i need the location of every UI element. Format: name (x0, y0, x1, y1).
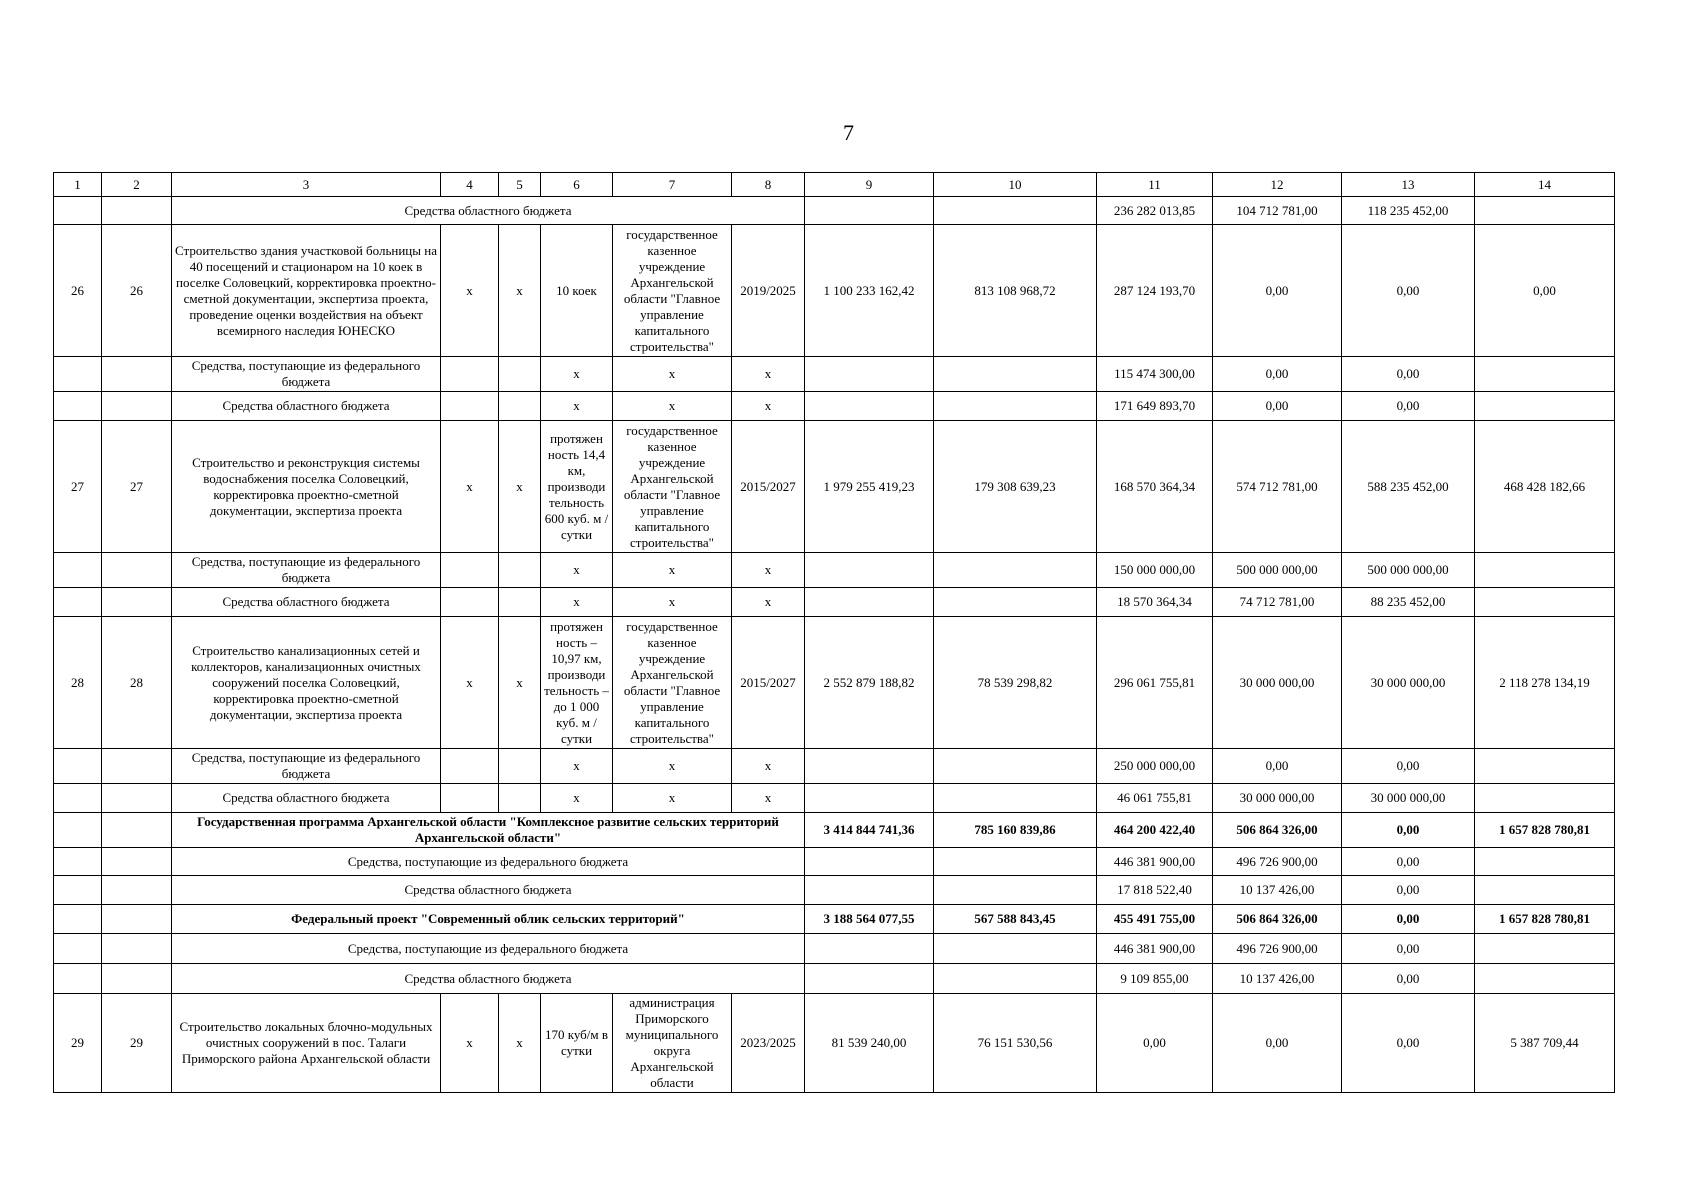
period-cell: 2023/2025 (732, 994, 805, 1093)
row-number: 26 (102, 225, 172, 357)
amount-cell: 2 118 278 134,19 (1475, 617, 1615, 749)
cell-empty (54, 784, 102, 813)
amount-cell: 30 000 000,00 (1213, 617, 1342, 749)
cell-empty (102, 553, 172, 588)
cell-empty (102, 197, 172, 225)
cell-empty (54, 964, 102, 994)
column-number: 14 (1475, 173, 1615, 197)
amount-cell: 168 570 364,34 (1097, 421, 1213, 553)
cell-mark: x (732, 357, 805, 392)
column-number: 8 (732, 173, 805, 197)
amount-cell: 296 061 755,81 (1097, 617, 1213, 749)
cell-empty (934, 749, 1097, 784)
amount-cell: 0,00 (1342, 392, 1475, 421)
cell-empty (934, 848, 1097, 876)
amount-cell: 0,00 (1213, 225, 1342, 357)
amount-cell: 496 726 900,00 (1213, 934, 1342, 964)
program-total-row (54, 813, 1615, 848)
amount-cell: 0,00 (1342, 905, 1475, 934)
amount-cell: 0,00 (1342, 876, 1475, 905)
amount-cell (1475, 848, 1615, 876)
funding-source-label: Средства, поступающие из федерального бюджета (172, 934, 805, 964)
project-funding-row (54, 749, 1615, 784)
cell-empty (805, 749, 934, 784)
cell-mark: x (441, 225, 499, 357)
customer-cell: государственное казенное учреждение Архангельской области "Главное управление капитального строительства" (613, 421, 732, 553)
amount-cell: 0,00 (1213, 357, 1342, 392)
amount-cell: 0,00 (1475, 225, 1615, 357)
row-number: 28 (54, 617, 102, 749)
cell-empty (441, 749, 499, 784)
period-cell: 2015/2027 (732, 421, 805, 553)
amount-cell: 468 428 182,66 (1475, 421, 1615, 553)
cell-empty (102, 876, 172, 905)
amount-cell: 250 000 000,00 (1097, 749, 1213, 784)
amount-cell: 46 061 755,81 (1097, 784, 1213, 813)
amount-cell: 0,00 (1213, 392, 1342, 421)
amount-cell: 0,00 (1213, 749, 1342, 784)
cell-mark: x (541, 749, 613, 784)
cell-mark: x (441, 617, 499, 749)
cell-empty (102, 392, 172, 421)
amount-cell: 76 151 530,56 (934, 994, 1097, 1093)
cell-mark: x (499, 225, 541, 357)
project-description: Строительство канализационных сетей и коллекторов, канализационных очистных сооружений поселка Соловецкий, корректировка проектно-сметной документации, экспертиза проекта (172, 617, 441, 749)
cell-empty (1475, 588, 1615, 617)
amount-cell (1475, 197, 1615, 225)
funding-source-label: Средства, поступающие из федерального бюджета (172, 553, 441, 588)
program-title: Государственная программа Архангельской области "Комплексное развитие сельских территорий Архангельской области" (172, 813, 805, 848)
amount-cell: 0,00 (1342, 813, 1475, 848)
cell-empty (934, 964, 1097, 994)
cell-empty (805, 784, 934, 813)
cell-mark: x (541, 588, 613, 617)
amount-cell: 171 649 893,70 (1097, 392, 1213, 421)
amount-cell: 0,00 (1342, 848, 1475, 876)
amount-cell (1475, 934, 1615, 964)
amount-cell: 500 000 000,00 (1213, 553, 1342, 588)
amount-cell: 2 552 879 188,82 (805, 617, 934, 749)
funding-source-label: Средства областного бюджета (172, 876, 805, 905)
cell-empty (441, 553, 499, 588)
cell-mark: x (541, 784, 613, 813)
amount-cell: 446 381 900,00 (1097, 848, 1213, 876)
cell-empty (805, 553, 934, 588)
cell-empty (499, 749, 541, 784)
program-total-row (54, 905, 1615, 934)
row-number: 29 (54, 994, 102, 1093)
cell-mark: x (541, 553, 613, 588)
page-number: 7 (843, 120, 854, 145)
amount-cell: 446 381 900,00 (1097, 934, 1213, 964)
cell-empty (102, 905, 172, 934)
cell-empty (54, 588, 102, 617)
project-funding-row (54, 784, 1615, 813)
cell-mark: x (613, 357, 732, 392)
amount-cell: 150 000 000,00 (1097, 553, 1213, 588)
amount-cell: 0,00 (1342, 225, 1475, 357)
cell-empty (934, 197, 1097, 225)
column-number: 5 (499, 173, 541, 197)
project-funding-row (54, 357, 1615, 392)
funding-source-label: Средства областного бюджета (172, 588, 441, 617)
funding-source-label: Средства, поступающие из федерального бюджета (172, 357, 441, 392)
amount-cell: 18 570 364,34 (1097, 588, 1213, 617)
amount-cell: 9 109 855,00 (1097, 964, 1213, 994)
cell-empty (805, 588, 934, 617)
cell-mark: x (613, 784, 732, 813)
cell-empty (499, 588, 541, 617)
cell-empty (805, 392, 934, 421)
cell-mark: x (541, 357, 613, 392)
column-number: 6 (541, 173, 613, 197)
period-cell: 2019/2025 (732, 225, 805, 357)
column-number: 4 (441, 173, 499, 197)
cell-empty (934, 553, 1097, 588)
cell-empty (102, 848, 172, 876)
amount-cell: 464 200 422,40 (1097, 813, 1213, 848)
amount-cell: 574 712 781,00 (1213, 421, 1342, 553)
funding-source-label: Средства, поступающие из федерального бюджета (172, 848, 805, 876)
cell-empty (54, 749, 102, 784)
cell-empty (102, 784, 172, 813)
column-number: 9 (805, 173, 934, 197)
funding-source-row (54, 934, 1615, 964)
amount-cell: 10 137 426,00 (1213, 876, 1342, 905)
amount-cell: 1 979 255 419,23 (805, 421, 934, 553)
amount-cell: 5 387 709,44 (1475, 994, 1615, 1093)
cell-mark: x (732, 392, 805, 421)
row-number: 29 (102, 994, 172, 1093)
cell-empty (102, 964, 172, 994)
cell-empty (102, 749, 172, 784)
cell-empty (102, 813, 172, 848)
column-number: 11 (1097, 173, 1213, 197)
amount-cell: 0,00 (1342, 994, 1475, 1093)
amount-cell: 74 712 781,00 (1213, 588, 1342, 617)
cell-empty (934, 357, 1097, 392)
cell-empty (499, 784, 541, 813)
amount-cell: 30 000 000,00 (1342, 617, 1475, 749)
amount-cell: 30 000 000,00 (1342, 784, 1475, 813)
program-title: Федеральный проект "Современный облик сельских территорий" (172, 905, 805, 934)
cell-empty (1475, 357, 1615, 392)
funding-source-row (54, 197, 1615, 225)
amount-cell: 0,00 (1342, 934, 1475, 964)
capacity-cell: протяжен ность 14,4 км, производи тельность 600 куб. м / сутки (541, 421, 613, 553)
amount-cell: 10 137 426,00 (1213, 964, 1342, 994)
project-row (54, 617, 1615, 749)
cell-mark: x (732, 588, 805, 617)
amount-cell: 17 818 522,40 (1097, 876, 1213, 905)
amount-cell: 3 414 844 741,36 (805, 813, 934, 848)
project-funding-row (54, 588, 1615, 617)
capacity-cell: 170 куб/м в сутки (541, 994, 613, 1093)
cell-empty (805, 964, 934, 994)
cell-empty (441, 392, 499, 421)
cell-empty (54, 905, 102, 934)
cell-empty (805, 876, 934, 905)
cell-empty (805, 197, 934, 225)
amount-cell: 567 588 843,45 (934, 905, 1097, 934)
row-number: 28 (102, 617, 172, 749)
amount-cell (1475, 876, 1615, 905)
column-number: 3 (172, 173, 441, 197)
column-number: 7 (613, 173, 732, 197)
cell-empty (499, 392, 541, 421)
project-description: Строительство здания участковой больницы на 40 посещений и стационаром на 10 коек в поселке Соловецкий, корректировка проектно-сметной документации, экспертиза проекта, проведение оценки воздействия на объект всемирного наследия ЮНЕСКО (172, 225, 441, 357)
capacity-cell: 10 коек (541, 225, 613, 357)
cell-empty (1475, 553, 1615, 588)
cell-empty (54, 934, 102, 964)
column-number: 2 (102, 173, 172, 197)
amount-cell: 1 657 828 780,81 (1475, 813, 1615, 848)
project-row (54, 994, 1615, 1093)
amount-cell: 287 124 193,70 (1097, 225, 1213, 357)
cell-mark: x (441, 994, 499, 1093)
amount-cell: 0,00 (1342, 749, 1475, 784)
project-description: Строительство и реконструкция системы водоснабжения поселка Соловецкий, корректировка проектно-сметной документации, экспертиза проекта (172, 421, 441, 553)
cell-empty (54, 813, 102, 848)
cell-mark: x (732, 784, 805, 813)
amount-cell: 496 726 900,00 (1213, 848, 1342, 876)
project-description: Строительство локальных блочно-модульных очистных сооружений в пос. Талаги Приморского района Архангельской области (172, 994, 441, 1093)
project-row (54, 225, 1615, 357)
customer-cell: государственное казенное учреждение Архангельской области "Главное управление капитального строительства" (613, 225, 732, 357)
cell-mark: x (613, 588, 732, 617)
cell-empty (54, 876, 102, 905)
cell-empty (499, 357, 541, 392)
cell-mark: x (732, 553, 805, 588)
cell-mark: x (613, 553, 732, 588)
cell-empty (934, 588, 1097, 617)
cell-empty (54, 197, 102, 225)
column-number: 10 (934, 173, 1097, 197)
row-number: 27 (102, 421, 172, 553)
funding-source-row (54, 964, 1615, 994)
cell-mark: x (499, 421, 541, 553)
customer-cell: государственное казенное учреждение Архангельской области "Главное управление капитального строительства" (613, 617, 732, 749)
amount-cell: 3 188 564 077,55 (805, 905, 934, 934)
amount-cell: 506 864 326,00 (1213, 905, 1342, 934)
funding-source-label: Средства областного бюджета (172, 392, 441, 421)
cell-empty (1475, 392, 1615, 421)
amount-cell: 115 474 300,00 (1097, 357, 1213, 392)
cell-empty (934, 876, 1097, 905)
capacity-cell: протяжен ность – 10,97 км, производи тельность – до 1 000 куб. м / сутки (541, 617, 613, 749)
cell-empty (102, 934, 172, 964)
cell-empty (441, 588, 499, 617)
cell-mark: x (441, 421, 499, 553)
cell-empty (54, 848, 102, 876)
cell-empty (102, 357, 172, 392)
amount-cell: 78 539 298,82 (934, 617, 1097, 749)
amount-cell: 813 108 968,72 (934, 225, 1097, 357)
amount-cell: 455 491 755,00 (1097, 905, 1213, 934)
column-numbers-row (54, 173, 1615, 197)
cell-empty (54, 357, 102, 392)
row-number: 27 (54, 421, 102, 553)
cell-mark: x (732, 749, 805, 784)
project-row (54, 421, 1615, 553)
amount-cell: 1 100 233 162,42 (805, 225, 934, 357)
funding-source-row (54, 876, 1615, 905)
cell-empty (805, 357, 934, 392)
amount-cell: 506 864 326,00 (1213, 813, 1342, 848)
amount-cell: 1 657 828 780,81 (1475, 905, 1615, 934)
cell-empty (1475, 749, 1615, 784)
amount-cell: 81 539 240,00 (805, 994, 934, 1093)
amount-cell: 0,00 (1213, 994, 1342, 1093)
amount-cell: 500 000 000,00 (1342, 553, 1475, 588)
funding-source-label: Средства областного бюджета (172, 197, 805, 225)
cell-empty (805, 934, 934, 964)
funding-source-row (54, 848, 1615, 876)
cell-empty (499, 553, 541, 588)
row-number: 26 (54, 225, 102, 357)
amount-cell: 236 282 013,85 (1097, 197, 1213, 225)
cell-empty (934, 784, 1097, 813)
funding-source-label: Средства областного бюджета (172, 964, 805, 994)
amount-cell: 118 235 452,00 (1342, 197, 1475, 225)
cell-mark: x (499, 994, 541, 1093)
cell-empty (934, 392, 1097, 421)
column-number: 12 (1213, 173, 1342, 197)
amount-cell: 0,00 (1342, 357, 1475, 392)
cell-mark: x (499, 617, 541, 749)
amount-cell: 104 712 781,00 (1213, 197, 1342, 225)
cell-mark: x (613, 392, 732, 421)
amount-cell (1475, 964, 1615, 994)
amount-cell: 0,00 (1097, 994, 1213, 1093)
amount-cell: 0,00 (1342, 964, 1475, 994)
column-number: 1 (54, 173, 102, 197)
column-number: 13 (1342, 173, 1475, 197)
amount-cell: 30 000 000,00 (1213, 784, 1342, 813)
budget-table (53, 172, 1615, 1093)
customer-cell: администрация Приморского муниципального округа Архангельской области (613, 994, 732, 1093)
cell-empty (934, 934, 1097, 964)
project-funding-row (54, 392, 1615, 421)
project-funding-row (54, 553, 1615, 588)
amount-cell: 785 160 839,86 (934, 813, 1097, 848)
cell-empty (441, 357, 499, 392)
funding-source-label: Средства областного бюджета (172, 784, 441, 813)
period-cell: 2015/2027 (732, 617, 805, 749)
amount-cell: 588 235 452,00 (1342, 421, 1475, 553)
amount-cell: 179 308 639,23 (934, 421, 1097, 553)
cell-empty (441, 784, 499, 813)
cell-mark: x (541, 392, 613, 421)
amount-cell: 88 235 452,00 (1342, 588, 1475, 617)
cell-empty (102, 588, 172, 617)
cell-empty (1475, 784, 1615, 813)
cell-mark: x (613, 749, 732, 784)
cell-empty (54, 392, 102, 421)
funding-source-label: Средства, поступающие из федерального бюджета (172, 749, 441, 784)
cell-empty (54, 553, 102, 588)
cell-empty (805, 848, 934, 876)
